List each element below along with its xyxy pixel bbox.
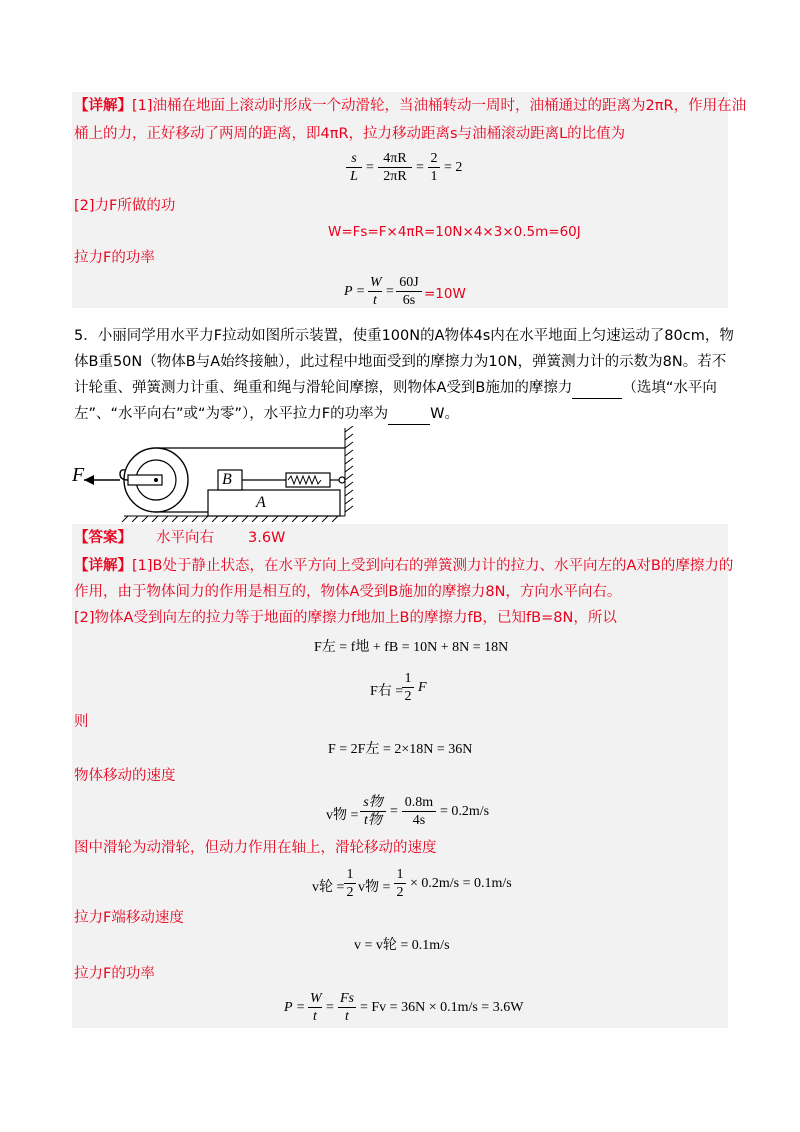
label-block-b: B [222,471,232,488]
fraction-s-l: $\frac{s}{L}$ [346,150,362,186]
fraction-w-t: $\frac{W}{t}$ [370,275,382,308]
solution-5-line-8: 拉力F的功率 [74,966,155,982]
solution-5-line-5: 物体移动的速度 [74,768,176,784]
question-5-line-2: 体B重50N（物体B与A始终接触），此过程中地面受到的摩擦力为10N，弹簧测力计的示数为8N。若不 [74,354,727,370]
question-5-line-1: 5．小丽同学用水平力F拉动如图所示装置，使重100N的A物体4s内在水平地面上匀速运动了80cm，物 [74,328,734,344]
solution-5-line-7: 拉力F端移动速度 [74,910,184,926]
equation-work: W=Fs=F×4πR=10N×4×3×0.5m=60J [328,224,581,240]
solution-4-line-2: 桶上的力，正好移动了两周的距离，即4πR，拉力移动距离s与油桶滚动距离L的比值为 [74,126,626,142]
equation-velocity-end: v = v轮 = 0.1m/s [354,938,450,953]
question-5-line-3: 计轮重、弹簧测力计重、绳重和绳与滑轮间摩擦，则物体A受到B施加的摩擦力 （选填“水平向 [74,378,717,399]
answer-blank-2 [388,404,430,425]
fraction-4pir: $\frac{4\pi R}{2\pi R}$ [378,150,412,186]
question-5-line-4: 左”、“水平向右”或“为零”），水平拉力F的功率为 W。 [74,404,459,425]
solution-5-line-1: 【详解】[1]B处于静止状态，在水平方向上受到向右的弹簧测力计的拉力、水平向左的A对B的摩擦力的 [74,558,734,574]
solution-5-line-6: 图中滑轮为动滑轮，但动力作用在轴上，滑轮移动的速度 [74,840,437,856]
force-arrow [84,475,94,485]
label-force-f: F [72,464,85,486]
equation-f-left: F左 = f地 + fB = 10N + 8N = 18N [314,640,509,655]
solution-4-line-3: [2]力F所做的功 [74,198,176,214]
fraction-60j-6s: $\frac{60J}{6s}$ [396,274,422,310]
solution-5-line-2: 作用，由于物体间力的作用是相互的，物体A受到B施加的摩擦力8N，方向水平向右。 [74,584,622,600]
solution-4-line-1: 【详解】[1]油桶在地面上滚动时形成一个动滑轮，当油桶转动一周时，油桶通过的距离为2πR，作用在油 [74,98,747,114]
answer-blank-1 [572,378,622,399]
solution-5-line-3: [2]物体A受到向左的拉力等于地面的摩擦力f地加上B的摩擦力fB，已知fB=8N，所以 [74,610,617,626]
answer-line: 【答案】 水平向右 3.6W [74,530,286,546]
fraction-2-1: $\frac{2}{1}$ [428,150,440,186]
equation-f-total: F = 2F左 = 2×18N = 36N [328,742,473,757]
solution-5-line-4: 则 [74,714,89,730]
pulley-diagram [70,426,360,522]
label-block-a: A [256,494,266,511]
block-a [208,490,340,516]
solution-4-line-4: 拉力F的功率 [74,250,155,266]
